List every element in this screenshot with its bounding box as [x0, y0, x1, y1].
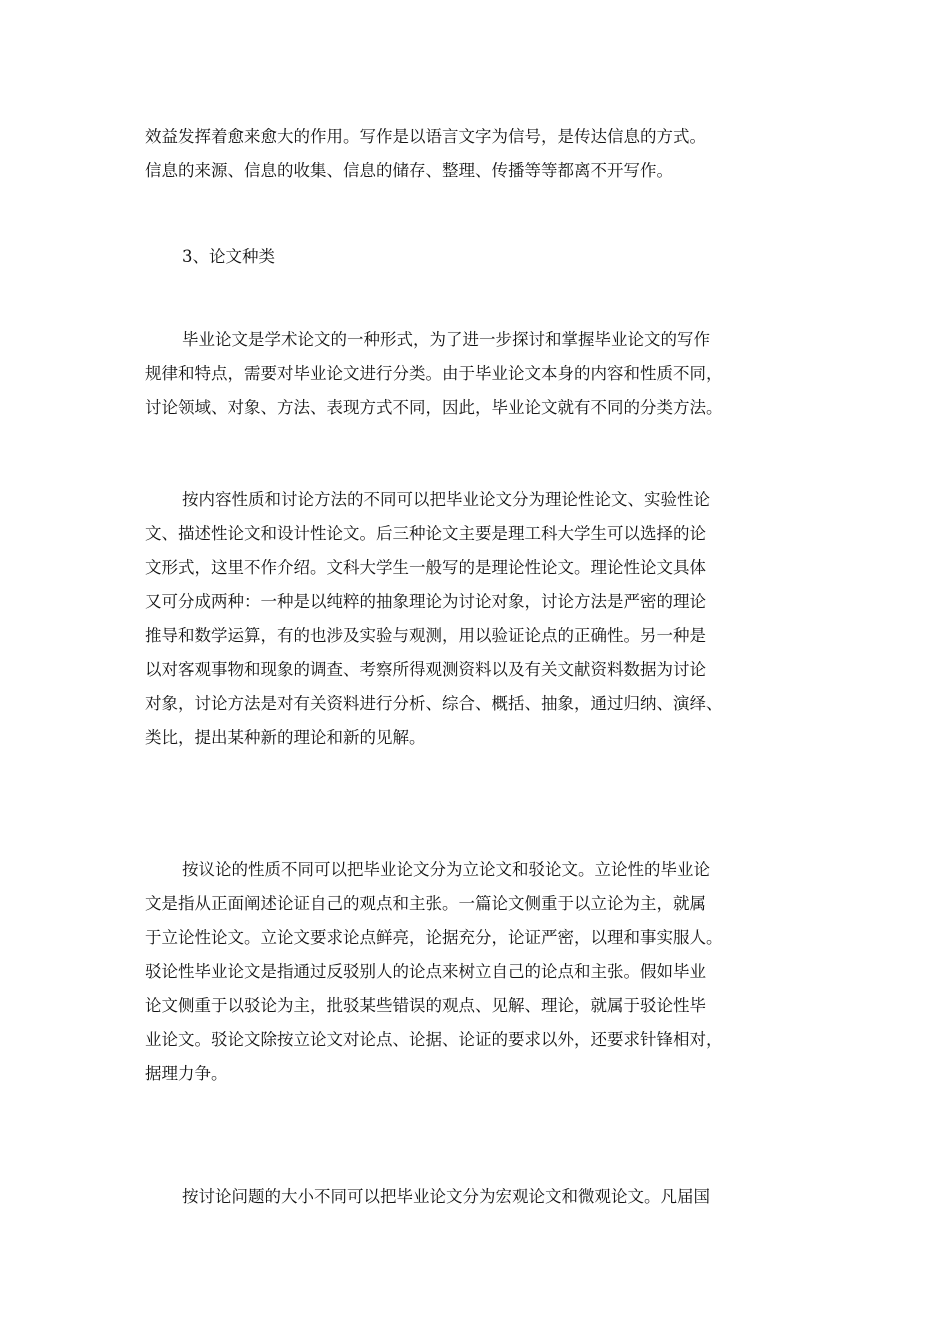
text-line: 文形式，这里不作介绍。文科大学生一般写的是理论性论文。理论性论文具体 — [145, 558, 706, 577]
text-line: 讨论领域、对象、方法、表现方式不同，因此，毕业论文就有不同的分类方法。 — [145, 398, 723, 417]
paragraph-3 — [145, 853, 810, 1091]
text-line: 信息的来源、信息的收集、信息的储存、整理、传播等等都离不开写作。 — [145, 161, 673, 180]
text-line: 效益发挥着愈来愈大的作用。写作是以语言文字为信号，是传达信息的方式。 — [145, 127, 706, 146]
text-line: 按讨论问题的大小不同可以把毕业论文分为宏观论文和微观论文。凡届国 — [182, 1187, 710, 1206]
text-line: 规律和特点，需要对毕业论文进行分类。由于毕业论文本身的内容和性质不同， — [145, 364, 723, 383]
paragraph-2 — [145, 483, 810, 755]
section-heading: 3、论文种类 — [182, 247, 275, 266]
text-line: 驳论性毕业论文是指通过反驳别人的论点来树立自己的论点和主张。假如毕业 — [145, 962, 706, 981]
paragraph-continuation — [145, 120, 810, 188]
text-line: 按内容性质和讨论方法的不同可以把毕业论文分为理论性论文、实验性论 — [182, 490, 710, 509]
text-line: 于立论性论文。立论文要求论点鲜亮，论据充分，论证严密，以理和事实服人。 — [145, 928, 723, 947]
text-line: 业论文。驳论文除按立论文对论点、论据、论证的要求以外，还要求针锋相对， — [145, 1030, 723, 1049]
text-line: 对象，讨论方法是对有关资料进行分析、综合、概括、抽象，通过归纳、演绎、 — [145, 694, 723, 713]
text-line: 文是指从正面阐述论证自己的观点和主张。一篇论文侧重于以立论为主，就属 — [145, 894, 706, 913]
text-line: 类比，提出某种新的理论和新的见解。 — [145, 728, 426, 747]
paragraph-4 — [145, 1180, 810, 1214]
text-line: 毕业论文是学术论文的一种形式，为了进一步探讨和掌握毕业论文的写作 — [182, 330, 710, 349]
text-line: 文、描述性论文和设计性论文。后三种论文主要是理工科大学生可以选择的论 — [145, 524, 706, 543]
text-line: 又可分成两种：一种是以纯粹的抽象理论为讨论对象，讨论方法是严密的理论 — [145, 592, 706, 611]
text-line: 推导和数学运算，有的也涉及实验与观测，用以验证论点的正确性。另一种是 — [145, 626, 706, 645]
text-line: 论文侧重于以驳论为主，批驳某些错误的观点、见解、理论，就属于驳论性毕 — [145, 996, 706, 1015]
text-line: 据理力争。 — [145, 1064, 228, 1083]
paragraph-1 — [145, 323, 810, 425]
text-line: 按议论的性质不同可以把毕业论文分为立论文和驳论文。立论性的毕业论 — [182, 860, 710, 879]
section-heading-block — [145, 240, 810, 274]
text-line: 以对客观事物和现象的调查、考察所得观测资料以及有关文献资料数据为讨论 — [145, 660, 706, 679]
